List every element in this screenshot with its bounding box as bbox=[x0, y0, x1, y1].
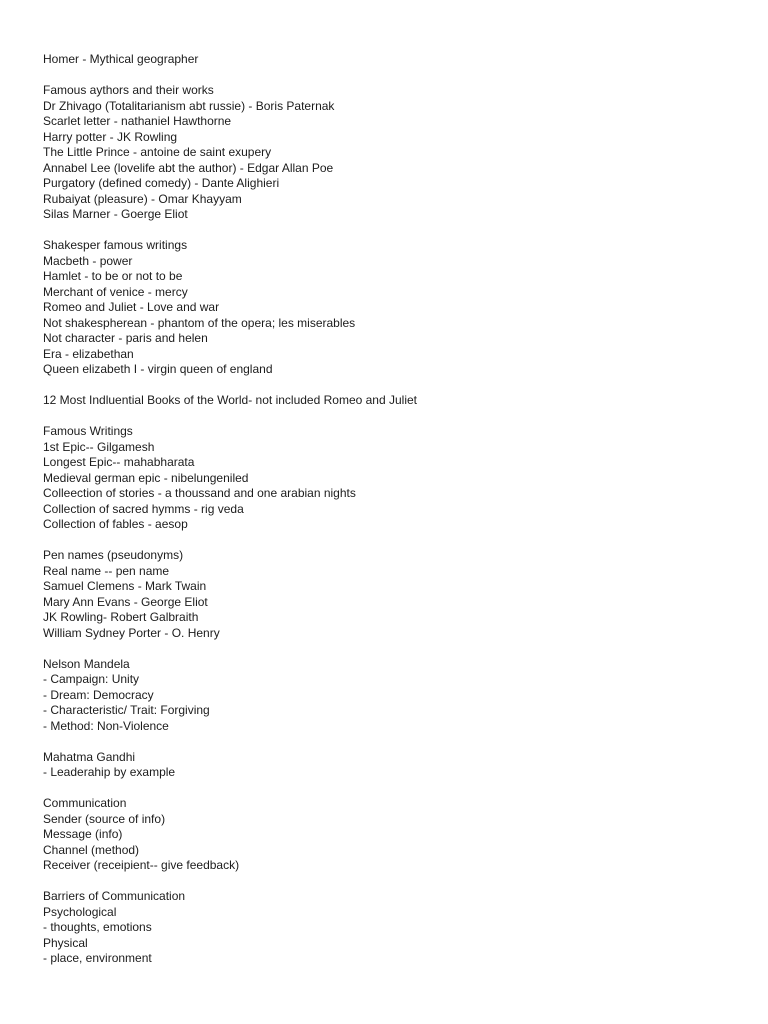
note-line: Merchant of venice - mercy bbox=[43, 284, 188, 299]
note-line: Channel (method) bbox=[43, 842, 140, 857]
blank-line bbox=[43, 734, 743, 750]
note-line: Mahatma Gandhi bbox=[43, 749, 136, 764]
note-line: Famous Writings bbox=[43, 424, 133, 438]
note-line: Macbeth - power bbox=[43, 253, 133, 268]
note-line: Homer - Mythical geographer bbox=[43, 52, 199, 66]
note-line: Famous aythors and their works bbox=[43, 83, 214, 97]
blank-line bbox=[43, 409, 743, 425]
note-line: Receiver (receipient-- give feedback) bbox=[43, 858, 240, 872]
note-line: Collection of fables - aesop bbox=[43, 517, 188, 531]
note-line: Communication bbox=[43, 796, 127, 810]
note-line: Nelson Mandela bbox=[43, 656, 130, 671]
note-line: - thoughts, emotions bbox=[43, 920, 152, 934]
note-line: Silas Marner - Goerge Eliot bbox=[43, 207, 188, 221]
note-line: Not character - paris and helen bbox=[43, 331, 208, 345]
note-line: Psychological bbox=[43, 904, 117, 919]
note-line: JK Rowling- Robert Galbraith bbox=[43, 610, 199, 624]
note-line: Message (info) bbox=[43, 827, 123, 841]
note-line: Medieval german epic - nibelungeniled bbox=[43, 470, 249, 485]
note-line: Queen elizabeth I - virgin queen of england bbox=[43, 362, 273, 376]
note-line: Shakesper famous writings bbox=[43, 238, 188, 252]
blank-line bbox=[43, 641, 743, 657]
note-line: Purgatory (defined comedy) - Dante Alighieri bbox=[43, 176, 280, 190]
note-line: - Method: Non-Violence bbox=[43, 718, 169, 733]
note-line: Dr Zhivago (Totalitarianism abt russie) - Boris Paternak bbox=[43, 98, 335, 113]
note-line: William Sydney Porter - O. Henry bbox=[43, 625, 220, 640]
note-line: Longest Epic-- mahabharata bbox=[43, 455, 195, 469]
note-line: - Dream: Democracy bbox=[43, 687, 154, 702]
note-line: Pen names (pseudonyms) bbox=[43, 548, 184, 562]
blank-line bbox=[43, 378, 743, 394]
note-line: - Leaderahip by example bbox=[43, 765, 176, 779]
blank-line bbox=[43, 874, 743, 890]
note-line: Colleection of stories - a thoussand and one arabian nights bbox=[43, 486, 356, 500]
note-line: 1st Epic-- Gilgamesh bbox=[43, 439, 155, 454]
note-line: The Little Prince - antoine de saint exupery bbox=[43, 145, 272, 159]
note-line: Mary Ann Evans - George Eliot bbox=[43, 594, 208, 609]
note-line: Era - elizabethan bbox=[43, 346, 134, 361]
note-line: 12 Most Indluential Books of the World- not included Romeo and Juliet bbox=[43, 393, 417, 407]
note-line: - Campaign: Unity bbox=[43, 672, 140, 686]
note-line: - place, environment bbox=[43, 951, 152, 965]
note-line: Hamlet - to be or not to be bbox=[43, 269, 183, 283]
note-body bbox=[43, 52, 743, 967]
blank-line bbox=[43, 533, 743, 549]
note-line: Romeo and Juliet - Love and war bbox=[43, 300, 220, 314]
note-line: Rubaiyat (pleasure) - Omar Khayyam bbox=[43, 191, 242, 206]
note-line: - Characteristic/ Trait: Forgiving bbox=[43, 703, 210, 717]
note-line: Physical bbox=[43, 935, 88, 950]
note-line: Barriers of Communication bbox=[43, 889, 186, 903]
blank-line bbox=[43, 781, 743, 797]
note-line: Collection of sacred hymms - rig veda bbox=[43, 501, 244, 516]
note-line: Samuel Clemens - Mark Twain bbox=[43, 579, 207, 593]
note-line: Annabel Lee (lovelife abt the author) - Edgar Allan Poe bbox=[43, 160, 334, 175]
note-line: Harry potter - JK Rowling bbox=[43, 129, 178, 144]
note-line: Real name -- pen name bbox=[43, 563, 170, 578]
note-line: Not shakespherean - phantom of the opera; les miserables bbox=[43, 315, 356, 330]
note-line: Scarlet letter - nathaniel Hawthorne bbox=[43, 114, 232, 128]
blank-line bbox=[43, 223, 743, 239]
note-line: Sender (source of info) bbox=[43, 811, 166, 826]
blank-line bbox=[43, 68, 743, 84]
